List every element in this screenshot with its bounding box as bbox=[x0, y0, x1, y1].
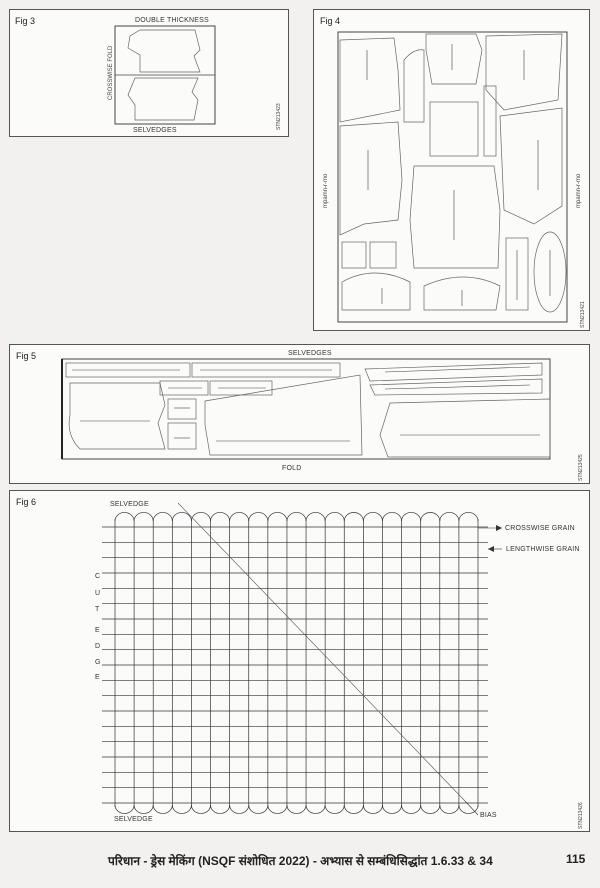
figure-6-label: Fig 6 bbox=[16, 497, 37, 507]
selvedge-top-scallop bbox=[115, 512, 134, 521]
crosswise-fold-label: CROSSWISE FOLD bbox=[108, 45, 114, 100]
figure-4-left-text: mpamn-r-mo bbox=[323, 173, 329, 208]
cut-edge-letter: E bbox=[95, 627, 100, 634]
cut-edge-letter: D bbox=[95, 643, 101, 650]
fig4-pattern-drawing bbox=[314, 10, 591, 332]
selvedge-bottom-scallop bbox=[325, 805, 344, 814]
figure-5-label: Fig 5 bbox=[16, 351, 37, 361]
bias-line bbox=[178, 503, 465, 801]
selvedge-top-scallop bbox=[325, 512, 344, 521]
selvedge-bottom-scallop bbox=[249, 805, 268, 814]
selvedge-top-scallop bbox=[440, 512, 459, 521]
selvedge-bottom-scallop bbox=[115, 805, 134, 814]
fig5-pattern-drawing bbox=[10, 345, 591, 485]
selvedge-bottom-scallop bbox=[134, 805, 153, 814]
figure-6-code: STN213426 bbox=[578, 802, 584, 829]
bias-label: BIAS bbox=[480, 812, 497, 819]
selvedge-top-scallop bbox=[230, 512, 249, 521]
selvedge-bottom-scallop bbox=[402, 805, 421, 814]
figure-4-label: Fig 4 bbox=[320, 16, 341, 26]
figure-6 bbox=[9, 490, 590, 832]
selvedges-top-label: SELVEDGES bbox=[288, 350, 332, 357]
selvedge-top-scallop bbox=[287, 512, 306, 521]
selvedge-top-scallop bbox=[134, 512, 153, 521]
selvedge-top-scallop bbox=[363, 512, 382, 521]
selvedge-bottom-scallop bbox=[421, 805, 440, 814]
lengthwise-arrow-icon bbox=[488, 546, 494, 552]
selvedge-bottom-scallop bbox=[306, 805, 325, 814]
selvedge-top-scallop bbox=[344, 512, 363, 521]
cut-edge-letter: G bbox=[95, 659, 101, 666]
selvedge-bottom-scallop bbox=[363, 805, 382, 814]
selvedge-bottom-scallop bbox=[191, 805, 210, 814]
grain-diagram bbox=[10, 491, 591, 833]
selvedge-top-scallop bbox=[421, 512, 440, 521]
figure-4-right-text: mpamn-r-mo bbox=[576, 173, 582, 208]
selvedge-top-scallop bbox=[402, 512, 421, 521]
selvedge-bottom-scallop bbox=[287, 805, 306, 814]
selvedges-label: SELVEDGES bbox=[133, 127, 177, 134]
selvedge-bottom-scallop bbox=[211, 805, 230, 814]
crosswise-grain-label: CROSSWISE GRAIN bbox=[505, 525, 575, 532]
selvedge-bottom-scallop bbox=[440, 805, 459, 814]
lengthwise-grain-label: LENGTHWISE GRAIN bbox=[506, 546, 580, 553]
fold-label: FOLD bbox=[282, 465, 302, 472]
figure-3-label: Fig 3 bbox=[15, 16, 36, 26]
selvedge-top-scallop bbox=[268, 512, 287, 521]
fig3-pattern-drawing bbox=[10, 10, 290, 138]
cut-edge-letter: C bbox=[95, 573, 101, 580]
page-number: 115 bbox=[566, 852, 586, 866]
cut-edge-letter: E bbox=[95, 674, 100, 681]
cut-edge-letter: T bbox=[95, 606, 100, 613]
selvedge-bottom-label: SELVEDGE bbox=[114, 816, 153, 823]
selvedge-bottom-scallop bbox=[153, 805, 172, 814]
selvedge-top-scallop bbox=[153, 512, 172, 521]
double-thickness-label: DOUBLE THICKNESS bbox=[135, 17, 209, 24]
footer-title: परिधान - ड्रेस मेकिंग (NSQF संशोधित 2022) - अभ्यास से सम्बंधिसिद्धांत 1.6.33 & 34 bbox=[108, 854, 493, 868]
figure-4 bbox=[313, 9, 590, 331]
selvedge-top-scallop bbox=[306, 512, 325, 521]
figure-3-code: STN213423 bbox=[276, 103, 282, 130]
selvedge-bottom-scallop bbox=[268, 805, 287, 814]
selvedge-top-label: SELVEDGE bbox=[110, 501, 149, 508]
selvedge-bottom-scallop bbox=[344, 805, 363, 814]
selvedge-top-scallop bbox=[459, 512, 478, 521]
cut-edge-letter: U bbox=[95, 590, 101, 597]
selvedge-top-scallop bbox=[249, 512, 268, 521]
selvedge-bottom-scallop bbox=[172, 805, 191, 814]
figure-4-code: STN213421 bbox=[580, 301, 586, 328]
selvedge-bottom-scallop bbox=[230, 805, 249, 814]
selvedge-bottom-scallop bbox=[382, 805, 401, 814]
figure-3 bbox=[9, 9, 289, 137]
selvedge-top-scallop bbox=[211, 512, 230, 521]
figure-5 bbox=[9, 344, 590, 484]
selvedge-top-scallop bbox=[382, 512, 401, 521]
figure-5-code: STN213425 bbox=[578, 454, 584, 481]
crosswise-arrow-icon bbox=[496, 525, 502, 531]
